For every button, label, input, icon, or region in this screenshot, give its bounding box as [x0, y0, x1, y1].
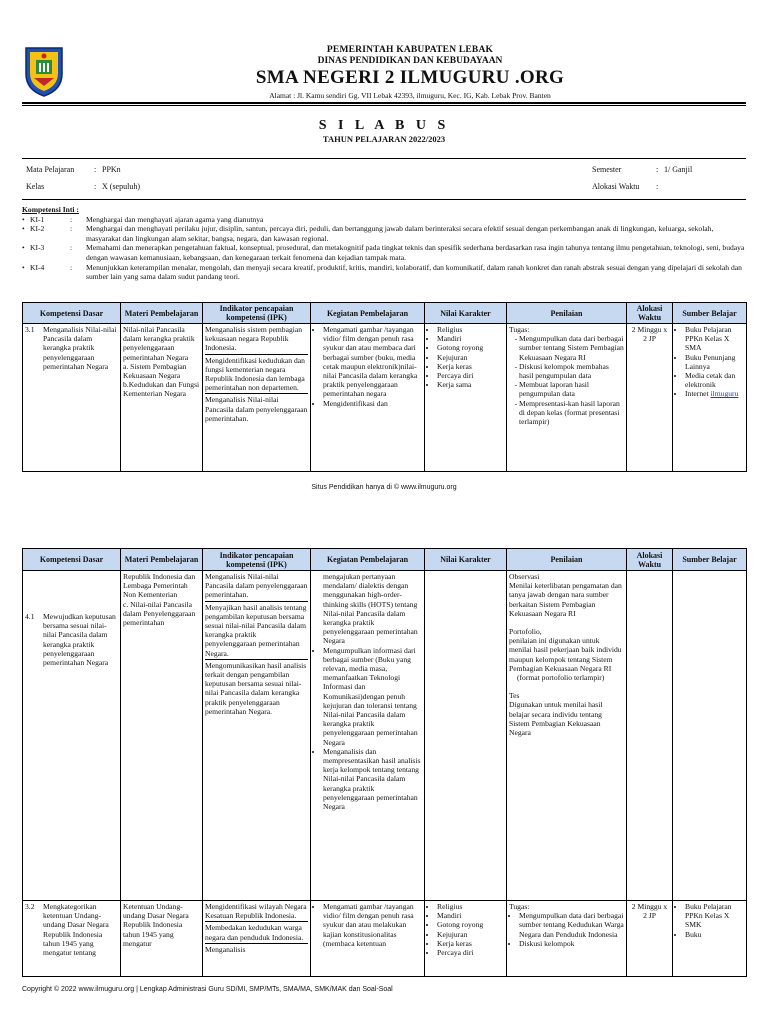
sumber-cell	[673, 901, 747, 977]
col-header: Materi Pembelajaran	[121, 549, 203, 571]
semester-value: 1/ Ganjil	[664, 165, 693, 174]
copyright-footer: Copyright © 2022 www.ilmuguru.org | Lengkap Administrasi Guru SD/MI, SMP/MTs, SMA/MA, SMK/MAK dan Soal-Soal	[22, 986, 393, 993]
col-header: Kompetensi Dasar	[23, 549, 121, 571]
sumber-item: • Buku	[685, 930, 744, 939]
ki-item: • KI-3 : Memahami dan menerapkan pengetahuan faktual, konseptual, prosedural, dan metakognitif pada tingkat teknis dan spesifik sederhana berdasarkan rasa ingin tahunya tentang ilmu pengetahuan, teknologi, seni, budaya dengan wawasan kemanusiaan, kebangsaan, dan kenegaraan terkait fenomena dan kejadian tampak mata.	[22, 243, 745, 262]
col-header: Kompetensi Dasar	[23, 303, 121, 324]
school-name: SMA NEGERI 2 ILMUGURU .ORG	[255, 67, 565, 88]
penilaian-item: - Mempresentasi-kan hasil laporan di depan kelas (format presentasi terlampir)	[519, 399, 624, 427]
table-row	[23, 901, 747, 977]
nilai-item: • Religius	[437, 902, 504, 911]
nilai-cell	[425, 901, 507, 977]
document-title: S I L A B U S	[318, 118, 450, 133]
materi-item: Republik Indonesia dan Lembaga Pemerintah Non Kementerian	[123, 572, 196, 600]
class-value: X (sepuluh)	[102, 182, 140, 191]
sumber-item: • Buku Pelajaran PPKn Kelas X SMK	[685, 902, 744, 930]
kegiatan-intro: mengajukan pertanyaan mendalam/ dialektis dengan menggunakan high-order-thinking skills (HOTS) tentang Nilai-nilai Pancasila dalam kerangka praktik penyelenggaraan pemerintahan Negara	[323, 572, 418, 646]
penilaian-line: Digunakan untuk menilai hasil belajar secara individu tentang Sistem Pembagian Kekuasaan Negara	[509, 700, 603, 738]
syllabus-table-2	[22, 548, 747, 977]
time-allocation-separator: :	[656, 182, 659, 191]
nilai-cell	[425, 324, 507, 472]
materi-item: b.Kedudukan dan Fungsi Kementerian Negara	[123, 380, 200, 399]
header-rule-thin	[22, 105, 746, 106]
sumber-item: • Buku Penunjang Lainnya	[685, 353, 744, 371]
ipk-item: Menganalisis Nilai-nilai Pancasila dalam penyelenggaraan pemerintahan.	[205, 395, 308, 423]
col-header: Indikator pencapaian kompetensi (IPK)	[203, 303, 311, 324]
sumber-item	[685, 389, 744, 398]
penilaian-cell	[507, 324, 627, 472]
nilai-item: • Gotong royong	[437, 343, 504, 352]
academic-year: TAHUN PELAJARAN 2022/2023	[322, 134, 446, 144]
ipk-item: Menganalisis sistem pembagian kekuasaan negara Republik Indonesia.	[205, 325, 308, 355]
kd-number: 4.1	[25, 612, 35, 621]
ilmuguru-link[interactable]: ilmuguru	[710, 389, 739, 399]
kegiatan-item: • Menganalisis dan mempresentasikan hasil analisis kerja kelompok tentang tentang Nilai-nilai Pancasila dalam kerangka praktik penyelenggaraan pemerintahan Negara	[323, 747, 422, 811]
kegiatan-cell	[311, 324, 425, 472]
kd-cell	[23, 901, 121, 977]
col-header: Nilai Karakter	[425, 303, 507, 324]
nilai-item: • Percaya diri	[437, 948, 504, 957]
kegiatan-cell	[311, 901, 425, 977]
regency-emblem-icon	[22, 44, 66, 98]
ki-item: • KI-1 : Menghargai dan menghayati ajaran agama yang dianutnya	[22, 215, 746, 225]
kd-cell	[23, 571, 121, 901]
table-row	[23, 571, 747, 901]
kegiatan-item: • Mengamati gambar /tayangan vidio/ film dengan penuh rasa syukur dan atau melakukan kajian konstitusionalitas (membaca ketentuan	[323, 902, 422, 948]
sumber-cell	[673, 571, 747, 901]
penilaian-cell	[507, 571, 627, 901]
col-header: Alokasi Waktu	[627, 549, 673, 571]
ipk-item: Mengidentifikasi wilayah Negara Kesatuan Republik Indonesia.	[205, 902, 308, 922]
kd-cell	[23, 324, 121, 472]
course-meta	[22, 158, 746, 200]
ipk-cell	[203, 901, 311, 977]
department-line: DINAS PENDIDIKAN DAN KEBUDAYAAN	[317, 56, 503, 66]
ki-text: Memahami dan menerapkan pengetahuan faktual, konseptual, prosedural, dan metakognitif pada tingkat teknis dan spesifik sederhana berdasarkan rasa ingin tahunya tentang ilmu pengetahuan, teknologi, seni, budaya dengan wawasan kemanusiaan, kebangsaan, dan kenegaraan terkait fenomena dan kejadian tampak mata.	[86, 243, 745, 262]
ki-text: Menunjukkan keterampilan menalar, mengolah, dan menyaji secara kreatif, produktif, kritis, mandiri, kolaboratif, dan komunikatif, dalam ranah konkret dan ranah abstrak sesuai dengan yang dipelajari di sekolah dan sumber lain yang sama dalam sudut pandang teori.	[86, 262, 742, 282]
materi-item: c. Nilai-nilai Pancasila dalam Penyelenggaraan pemerintahan	[123, 599, 196, 628]
kegiatan-item: • Mengidentifikasi dan	[323, 399, 422, 408]
kegiatan-item: • Mengumpulkan informasi dari berbagai sumber (Buku yang relevan, media masa, memanfaatkan Teknologi Informasi dan Komunikasi)dengan penuh kejujuran dan toleransi tentang Nilai-nilai Pancasila dalam kerangka praktik penyelenggaraan pemerintahan Negara	[323, 646, 422, 747]
class-label: Kelas	[26, 182, 45, 191]
nilai-item: • Gotong royong	[437, 920, 504, 929]
penilaian-line: Menilai keterlibatan pengamatan dan tanya jawab dengan nara sumber berkaitan Sistem Pembagian Kekuasaan Negara RI	[509, 581, 622, 618]
kd-number: 3.1	[25, 325, 35, 334]
government-line: PEMERINTAH KABUPATEN LEBAK	[326, 45, 494, 55]
col-header: Alokasi Waktu	[627, 303, 673, 324]
penilaian-title: Tugas:	[509, 902, 530, 911]
penilaian-line: (format portofolio terlampir)	[517, 673, 605, 683]
kegiatan-item: • Mengamati gambar /tayangan vidio/ film dengan penuh rasa syukur dan atau membaca dari berbagai sumber (buku, media cetak maupun elektronik)nilai-nilai Pancasila dalam kerangka praktik penyelenggaraan pemerintahan negara	[323, 325, 422, 399]
nilai-cell	[425, 571, 507, 901]
subject-label: Mata Pelajaran	[26, 165, 75, 174]
table-row	[23, 324, 747, 472]
sumber-item: • Media cetak dan elektronik	[685, 371, 744, 389]
penilaian-line: Observasi	[509, 572, 540, 581]
ki-code: KI-2	[30, 224, 45, 234]
core-competencies-title: Kompetensi Inti :	[22, 205, 79, 214]
materi-item: Nilai-nilai Pancasila dalam kerangka praktik penyelenggaraan pemerintahan Negara	[123, 325, 195, 362]
time-allocation-label: Alokasi Waktu	[592, 182, 640, 191]
col-header: Indikator pencapaian kompetensi (IPK)	[203, 549, 311, 571]
col-header: Nilai Karakter	[425, 549, 507, 571]
penilaian-item: - Mengumpulkan data dari berbagai sumber tentang Sistem Pembagian Kekuasaan Negara RI	[519, 334, 624, 362]
ki-item: • KI-4 : Menunjukkan keterampilan menalar, mengolah, dan menyaji secara kreatif, produktif, kritis, mandiri, kolaboratif, dan komunikatif, dalam ranah konkret dan ranah abstrak sesuai dengan yang dipelajari di sekolah dan sumber lain yang sama dalam sudut pandang teori.	[22, 263, 746, 282]
ipk-item: Membedakan kedudukan warga negara dan penduduk Indonesia.	[205, 923, 308, 943]
subject-separator: :	[94, 165, 97, 174]
kd-text: Mewujudkan keputusan bersama sesuai nilai-nilai Pancasila dalam kerangka praktik penyelenggaraan pemerintahan Negara	[43, 612, 116, 668]
materi-cell	[121, 324, 203, 472]
syllabus-table-1	[22, 302, 747, 472]
alokasi-cell	[627, 571, 673, 901]
sumber-cell	[673, 324, 747, 472]
materi-cell	[121, 571, 203, 901]
ipk-item: Menganalisis	[205, 944, 246, 954]
ipk-cell	[203, 324, 311, 472]
col-header: Sumber Belajar	[673, 303, 747, 324]
ipk-item: Mengomunikasikan hasil analisis terkait dengan pengambilan keputusan bersama sesuai nilai-nilai Pancasila dalam kerangka praktik penyelenggaraan pemerintahan Negara.	[205, 660, 307, 716]
nilai-item: • Kejujuran	[437, 930, 504, 939]
materi-item: Ketentuan Undang-undang Dasar Negara Republik Indonesia tahun 1945 yang mengatur	[123, 902, 189, 948]
col-header: Sumber Belajar	[673, 549, 747, 571]
nilai-item: • Kejujuran	[437, 353, 504, 362]
ki-code: KI-4	[30, 262, 45, 272]
materi-cell	[121, 901, 203, 977]
penilaian-spacer	[509, 618, 624, 627]
table-header-row	[23, 549, 747, 571]
alokasi-cell: 2 Minggu x 2 JP	[627, 324, 673, 472]
col-header: Kegiatan Pembelajaran	[311, 303, 425, 324]
penilaian-item: - Diskusi kelompok membahas hasil pengumpulan data	[519, 362, 624, 380]
penilaian-item: • Mengumpulkan data dari berbagai sumber tentang Kedudukan Warga Negara dan Penduduk Indonesia	[519, 911, 624, 939]
ipk-item: Menganalisis Nilai-nilai Pancasila dalam penyelenggaraan pemerintahan.	[205, 572, 308, 602]
semester-label: Semester	[592, 165, 622, 174]
kegiatan-cell	[311, 571, 425, 901]
penilaian-line: penilaian ini digunakan untuk menilai hasil pekerjaan baik individu maupun kelompok tentang Sistem Pembagian Kekuasaan Negara RI	[509, 636, 622, 673]
ki-code: KI-1	[30, 214, 45, 224]
penilaian-line: Portofolio,	[509, 627, 542, 637]
nilai-item: • Mandiri	[437, 334, 504, 343]
penilaian-title: Tugas:	[509, 325, 530, 334]
sumber-item: • Buku Pelajaran PPKn Kelas X SMA	[685, 325, 744, 353]
col-header: Materi Pembelajaran	[121, 303, 203, 324]
kd-text: Menganalisis Nilai-nilai Pancasila dalam kerangka praktik penyelenggaraan pemerintahan Negara	[43, 325, 117, 371]
penilaian-line: Tes	[509, 691, 520, 701]
penilaian-item: - Membuat laporan hasil pengumpulan data	[519, 380, 624, 398]
nilai-item: • Kerja keras	[437, 939, 504, 948]
subject-value: PPKn	[102, 165, 121, 174]
kd-text: Mengkategorikan ketentuan Undang-undang Dasar Negara Republik Indonesia tahun 1945 yang mengatur tentang	[43, 902, 109, 958]
col-header: Penilaian	[507, 303, 627, 324]
materi-item: a. Sistem Pembagian Kekuasaan Negara	[123, 361, 187, 381]
ipk-item: Mengidentifikasi kedudukan dan fungsi kementerian negara Republik Indonesia dan lembaga pemerintahan non departemen.	[205, 356, 308, 395]
semester-separator: :	[656, 165, 659, 174]
ki-code: KI-3	[30, 243, 45, 253]
nilai-item: • Religius	[437, 325, 504, 334]
col-header: Penilaian	[507, 549, 627, 571]
nilai-item: • Percaya diri	[437, 371, 504, 380]
col-header: Kegiatan Pembelajaran	[311, 549, 425, 571]
class-separator: :	[94, 182, 97, 191]
school-address: Alamat : Jl. Kamu sendiri Gg. VII Lebak 42393, ilmuguru, Kec. IG, Kab. Lebak Prov. Banten	[269, 91, 551, 100]
nilai-item: • Mandiri	[437, 911, 504, 920]
ipk-cell	[203, 571, 311, 901]
letterhead	[0, 0, 768, 110]
penilaian-cell	[507, 901, 627, 977]
alokasi-cell: 2 Minggu x 2 JP	[627, 901, 673, 977]
ki-text: Menghargai dan menghayati ajaran agama yang dianutnya	[86, 214, 264, 224]
nilai-item: • Kerja keras	[437, 362, 504, 371]
kd-number: 3.2	[25, 902, 35, 911]
sumber-label: Internet	[685, 389, 709, 399]
core-competencies	[22, 205, 746, 282]
nilai-item: • Kerja sama	[437, 380, 504, 389]
header-rule-thick	[22, 102, 746, 104]
penilaian-item: • Diskusi kelompok	[519, 939, 624, 948]
table-header-row	[23, 303, 747, 324]
ki-item: • KI-2 : Menghargai dan menghayati perilaku jujur, disiplin, santun, percaya diri, peduli, dan bertanggung jawab dalam berinteraksi secara efektif sesuai dengan perkembangan anak di lingkungan, keluarga, sekolah, masyarakat dan lingkungan alam sekitar, bangsa, negara, dan kawasan regional.	[22, 224, 746, 243]
ipk-item: Menyajikan hasil analisis tentang pengambilan keputusan bersama sesuai nilai-nilai Pancasila dalam kerangka praktik penyelenggaraan pemerintahan Negara.	[205, 603, 308, 660]
ki-text: Menghargai dan menghayati perilaku jujur, disiplin, santun, percaya diri, peduli, dan bertanggung jawab dalam berinteraksi secara efektif sesuai dengan perkembangan anak di lingkungan, keluarga, sekolah, masyarakat dan lingkungan alam sekitar, bangsa, negara, dan kawasan regional.	[86, 224, 714, 243]
penilaian-spacer	[509, 682, 624, 691]
site-note: Situs Pendidikan hanya di © www.ilmuguru.org	[311, 484, 457, 491]
